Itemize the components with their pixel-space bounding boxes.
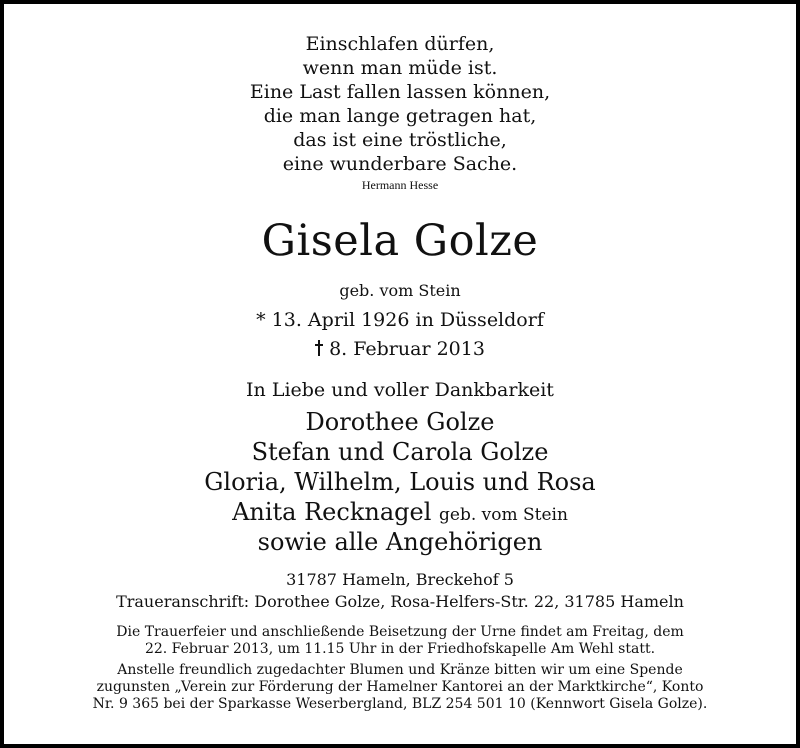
mourner-name: Dorothee Golze xyxy=(305,408,495,436)
notice-line: 22. Februar 2013, um 11.15 Uhr in der Friedhofskapelle Am Wehl statt. xyxy=(144,641,656,657)
mourner-anita xyxy=(4,498,796,526)
notice-line: Die Trauerfeier und anschließende Beisetzung der Urne findet am Freitag, dem xyxy=(116,624,684,640)
birth-date: * 13. April 1926 in Düsseldorf xyxy=(256,309,544,331)
mourners-others: sowie alle Angehörigen xyxy=(257,528,543,556)
death-date: 8. Februar 2013 xyxy=(329,338,485,360)
notice-line: Nr. 9 365 bei der Sparkasse Weserbergland, BLZ 254 501 10 (Kennwort Gisela Golze). xyxy=(92,696,708,712)
mourner-name: Anita Recknagel xyxy=(232,498,432,526)
deceased-name: Gisela Golze xyxy=(261,216,539,266)
mourners-intro: In Liebe und voller Dankbarkeit xyxy=(246,379,554,401)
notice-line: zugunsten „Verein zur Förderung der Hamelner Kantorei an der Marktkirche“, Konto xyxy=(96,679,704,695)
mourner-name: Stefan und Carola Golze xyxy=(251,438,549,466)
poem-line: eine wunderbare Sache. xyxy=(282,153,518,175)
poem-author: Hermann Hesse xyxy=(361,178,439,192)
mourner-birth-name: geb. vom Stein xyxy=(439,505,568,525)
poem-line: das ist eine tröstliche, xyxy=(293,129,507,151)
poem-line: wenn man müde ist. xyxy=(302,57,498,79)
poem-line: die man lange getragen hat, xyxy=(263,105,537,127)
address-line: 31787 Hameln, Breckehof 5 xyxy=(286,570,514,589)
birth-name: geb. vom Stein xyxy=(339,281,461,300)
mourning-address: Traueranschrift: Dorothee Golze, Rosa-Helfers-Str. 22, 31785 Hameln xyxy=(116,592,684,611)
poem-line: Eine Last fallen lassen können, xyxy=(249,81,551,103)
mourner-name: Gloria, Wilhelm, Louis und Rosa xyxy=(204,468,596,496)
poem-line: Einschlafen dürfen, xyxy=(305,33,495,55)
notice-line: Anstelle freundlich zugedachter Blumen und Kränze bitten wir um eine Spende xyxy=(117,662,683,678)
death-date-line xyxy=(4,338,796,360)
cross-icon xyxy=(315,340,323,356)
